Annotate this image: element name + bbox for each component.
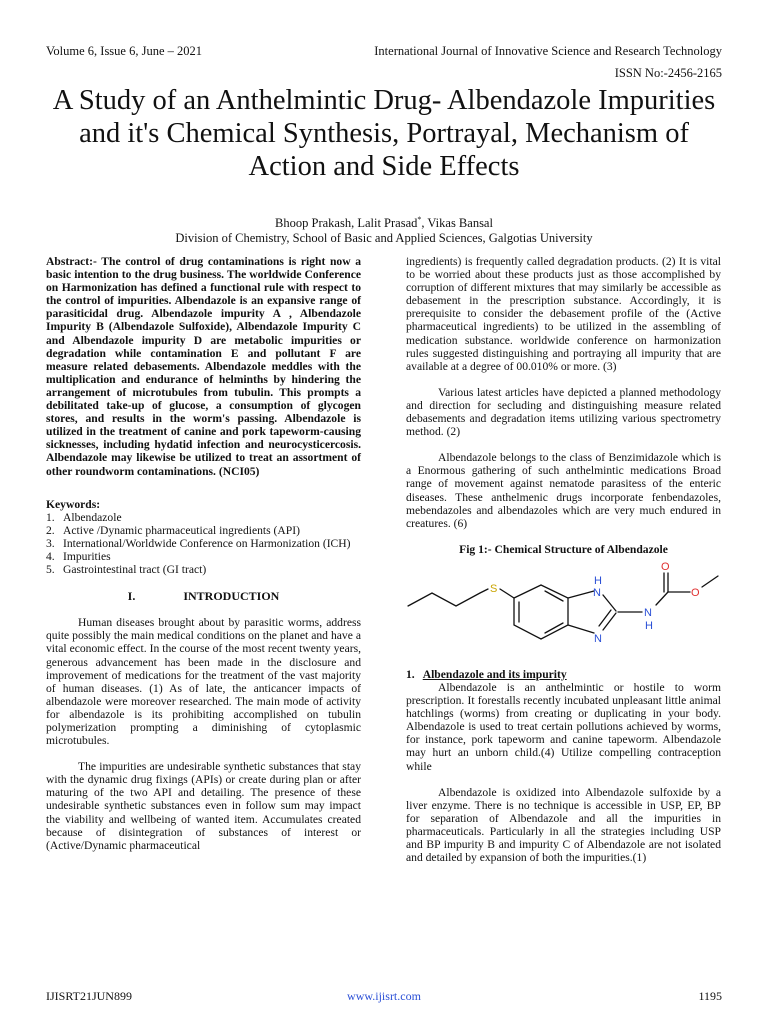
- authors-block: [40, 212, 728, 246]
- keyword-item: 1. Albendazole: [46, 510, 122, 524]
- right-paragraph-3: Albendazole belongs to the class of Benzimidazole which is a Enormous gathering of such anthelmintic medications Broad range of movement against nematode parasitess of the enteric diseases. These anthelmenic drugs incorporate fenbendazoles, mebendazoles and albendazoles which are very much endured in creatures. (6): [406, 451, 721, 530]
- journal-url-link[interactable]: www.ijisrt.com: [347, 989, 421, 1003]
- nitrogen-right-label: N: [644, 606, 652, 619]
- c-n-bond-top: [568, 591, 594, 598]
- left-column: [46, 255, 361, 852]
- benzene-ring: [514, 585, 568, 639]
- intro-paragraph-1: Human diseases brought about by parasitic worms, address quite possibly the main medical conditions on the planet and have a vital economic effect. In the course of the most recent twenty years, generous advancement has been made in the disclosure and improvement of medications for the treatment of the vast majority of human diseases. (1) As of late, the anticancer impacts of albendazole were moreover researched. The main mode of activity for albendazole is its prohibiting accomplished on tubulin polymerization prompting a diminishing of cytoplasmic microtubules.: [46, 616, 361, 748]
- hydrogen-right-label: H: [645, 619, 653, 632]
- paper-title: A Study of an Anthelmintic Drug- Albendazole Impurities and it's Chemical Synthesis, Portrayal, Mechanism of Action and Side Effects: [52, 85, 716, 182]
- issn: ISSN No:-2456-2165: [614, 66, 722, 80]
- corresponding-mark: *: [417, 215, 422, 224]
- right-paragraph-1: ingredients) is frequently called degradation products. (2) It is vital to be worried about these products just as those accomplished by corruption of different mixtures that may similarly be accessible as debasement in the prescription substance. Accordingly, it is prerequisite to consider the debasement profile of the (Active pharmaceutical ingredients) to be utilized in the assembling of medication substance. worldwide conference on harmonization rules suggested distinguishing and portraying all impurity that are available at a degree of 00.010% or more. (3): [406, 255, 721, 373]
- keyword-item: 3. International/Worldwide Conference on Harmonization (ICH): [46, 536, 351, 550]
- right-paragraph-4: Albendazole is an anthelmintic or hostile to worm prescription. It forestalls recently incubated unpleasant little animal hatchlings (worms) from creating or duplicating in your body. Albendazole is used to treat certain pollutions achieved by worms, for instance, pork tapeworm and canine tapeworm. Albendazole may hurt an unborn child.(4) Utilize compelling contraception while: [406, 680, 721, 773]
- nitrogen-bottom-label: N: [594, 632, 602, 645]
- author-names: [40, 212, 728, 231]
- figure-caption: Fig 1:- Chemical Structure of Albendazole: [459, 542, 668, 556]
- keywords-heading: Keywords:: [46, 497, 101, 511]
- page-number: 1195: [698, 989, 722, 1003]
- right-paragraph-2: Various latest articles have depicted a planned methodology and direction for secluding and distinguishing measure related debasements and degradation items utilizing various spectrometry method. (2): [406, 385, 721, 439]
- c-n-bond-bottom: [568, 625, 594, 633]
- article-code: IJISRT21JUN899: [46, 989, 132, 1003]
- keyword-item: 4. Impurities: [46, 549, 111, 563]
- hydrogen-top-label: H: [594, 574, 602, 587]
- author-names-pre: Bhoop Prakash, Lalit Prasad: [275, 216, 418, 231]
- propyl-chain: [408, 589, 488, 606]
- intro-paragraph-2: The impurities are undesirable synthetic substances that stay with the dynamic drug fixings (APIs) or create during plan or after maturing of the two API and detailing. The presence of these undesirable synthetic substances even in follow sum may impact the viability and wellbeing of wanted item. Accumulates created because of disintegration of substances of interest or (Active/Dynamic pharmaceutical: [46, 760, 361, 852]
- s-c-bond: [500, 589, 514, 598]
- right-paragraph-5: Albendazole is oxidized into Albendazole sulfoxide by a liver enzyme. There is no technique is accessible in USP, EP, BP for separation of Albendazole and all the impurities in pharmaceuticals. Particularly in all the strategies including USP and BP impurity B and impurity C of Albendazole are not isolated and detailed by expansion of both the impurities.(1): [406, 785, 721, 865]
- oxygen-right-label: O: [691, 586, 700, 599]
- albendazole-structure-figure: [406, 558, 721, 658]
- section-heading-introduction: I. INTRODUCTION: [127, 589, 280, 604]
- right-column: [406, 255, 721, 864]
- keywords-list: [46, 511, 361, 576]
- nitrogen-top-label: N: [593, 586, 601, 599]
- author-names-post: , Vikas Bansal: [421, 216, 493, 231]
- volume-info: Volume 6, Issue 6, June – 2021: [46, 44, 203, 58]
- subsection-heading: 1. Albendazole and its impurity: [406, 667, 567, 681]
- oxygen-top-label: O: [661, 560, 670, 573]
- sulfur-label: S: [490, 582, 498, 595]
- abstract: Abstract:- The control of drug contaminations is right now a basic intention to the drug business. The worldwide Conference on Harmonization has defined a functional rule with respect to the control of impurities. Albendazole is an expansive range of parasiticidal drug. Albendazole impurity A , Albendazole Impurity B (Albendazole Sulfoxide), Albendazole Impurity C and Albendazole impurity D are metabolic impurities or degradation while contamination E and pollutant F are measure related debasements. Albendazole meddles with the multiplication and endurance of helminths by hindering the arrangement of microtubules from tubulin. This prompts a debilitated take-up of glucose, a consumption of glycogen stores, and results in the worm's passing. Albendazole is utilized in the treatment of canine and pork tapeworm-causing sicknesses, including hydatid infection and neurocysticercosis. Albendazole may likewise be utilized to treat an assortment of other roundworm contaminations. (NCI05): [46, 255, 361, 478]
- affiliation: Division of Chemistry, School of Basic and Applied Sciences, Galgotias University: [175, 231, 593, 246]
- keyword-item: 5. Gastrointestinal tract (GI tract): [46, 563, 207, 577]
- keyword-item: 2. Active /Dynamic pharmaceutical ingredients (API): [46, 523, 300, 537]
- journal-name: International Journal of Innovative Science and Research Technology: [374, 44, 722, 58]
